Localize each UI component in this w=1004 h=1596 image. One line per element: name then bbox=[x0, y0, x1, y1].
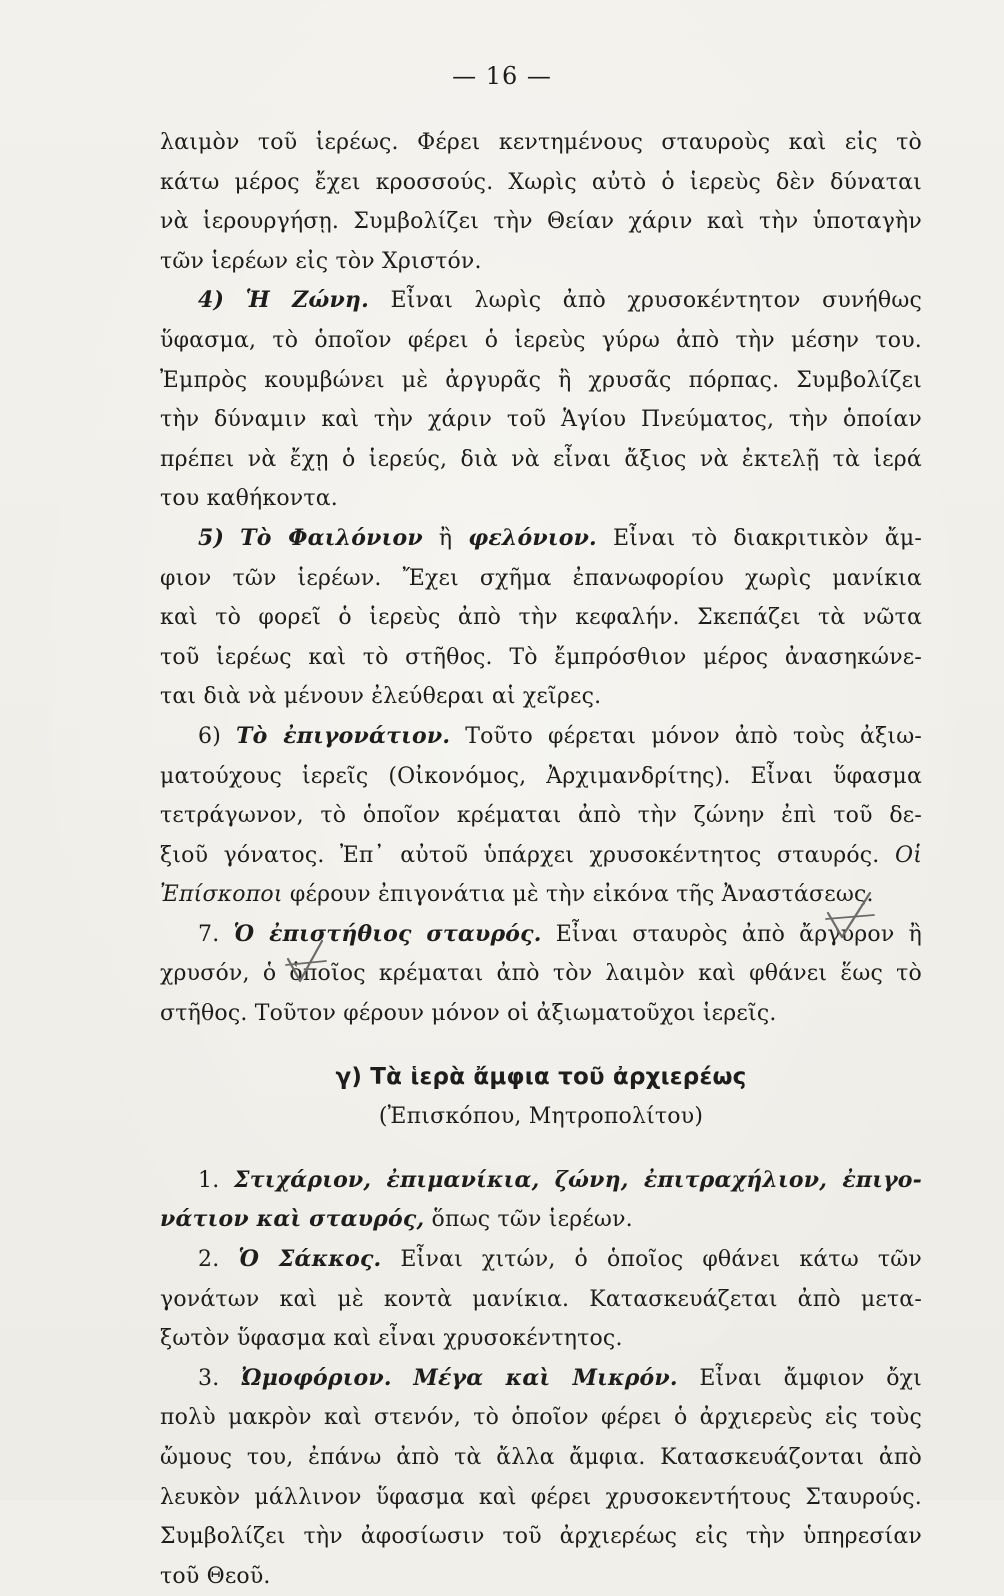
text-line: λαιμὸν τοῦ ἱερέως. Φέρει κεντημένους σταυροὺς καὶ εἰς τὸ bbox=[160, 130, 922, 155]
text-line: ὤμους του, ἐπάνω ἀπὸ τὰ ἄλλα ἄμφια. Κατασκευάζονται ἀπὸ bbox=[160, 1445, 922, 1470]
text-line: τοῦ Θεοῦ. bbox=[160, 1563, 271, 1589]
text-line: τῶν ἱερέων εἰς τὸν Χριστόν. bbox=[160, 248, 482, 274]
item-4-zoni: 4) Ἡ Ζώνη. Εἶναι λωρὶς ἀπὸ χρυσοκέντητον συνήθως bbox=[198, 287, 922, 314]
body-text bbox=[160, 123, 922, 1596]
text-line: φιον τῶν ἱερέων. Ἔχει σχῆμα ἐπανωφορίου χωρὶς μανίκια bbox=[160, 565, 922, 591]
text-line: νάτιον καὶ σταυρός, ὅπως τῶν ἱερέων. bbox=[160, 1206, 633, 1233]
text-line: του καθήκοντα. bbox=[160, 486, 339, 512]
text-line: Συμβολίζει τὴν ἀφοσίωσιν τοῦ ἀρχιερέως εἰς τὴν ὑπηρεσίαν bbox=[160, 1524, 922, 1550]
section-heading: γ) Τὰ ἱερὰ ἄμφια τοῦ ἀρχιερέως bbox=[335, 1063, 747, 1090]
text-line: τοῦ ἱερέως καὶ τὸ στῆθος. Τὸ ἔμπρόσθιον μέρος ἀνασηκώνε- bbox=[160, 644, 922, 670]
text-line: πολὺ μακρὸν καὶ στενόν, τὸ ὁποῖον φέρει ὁ ἀρχιερεὺς εἰς τοὺς bbox=[160, 1405, 922, 1431]
handwritten-checkmark-icon bbox=[282, 935, 330, 999]
item-1-sticharion: 1. Στιχάριον, ἐπιμανίκια, ζώνη, ἐπιτραχήλιον, ἐπιγο- bbox=[198, 1166, 923, 1193]
text-line: ματούχους ἱερεῖς (Οἰκονόμος, Ἀρχιμανδρίτης). Εἶναι ὕφασμα bbox=[160, 763, 922, 789]
text-line: ὕφασμα, τὸ ὁποῖον φέρει ὁ ἱερεὺς γύρω ἀπὸ τὴν μέσην του. bbox=[160, 327, 922, 353]
item-5-failonion: 5) Τὸ Φαιλόνιον ἢ φελόνιον. Εἶναι τὸ διακριτικὸν ἄμ- bbox=[198, 524, 922, 551]
text-line: γονάτων καὶ μὲ κοντὰ μανίκια. Κατασκευάζεται ἀπὸ μετα- bbox=[160, 1286, 922, 1312]
text-line: καὶ τὸ φορεῖ ὁ ἱερεὺς ἀπὸ τὴν κεφαλήν. Σκεπάζει τὰ νῶτα bbox=[160, 605, 922, 631]
text-line: πρέπει νὰ ἔχῃ ὁ ἱερεύς, διὰ νὰ εἶναι ἄξιος νὰ ἐκτελῇ τὰ ἱερά bbox=[160, 446, 922, 472]
text-line: κάτω μέρος ἔχει κροσσούς. Χωρὶς αὐτὸ ὁ ἱερεὺς δὲν δύναται bbox=[160, 169, 922, 195]
handwritten-checkmark-icon bbox=[822, 885, 882, 955]
text-line: ται διὰ νὰ μένουν ἐλεύθεραι αἱ χεῖρες. bbox=[160, 684, 602, 710]
text-line: ξωτὸν ὕφασμα καὶ εἶναι χρυσοκέντητος. bbox=[160, 1326, 623, 1352]
item-2-sakkos: 2. Ὁ Σάκκος. Εἶναι χιτών, ὁ ὁποῖος φθάνει κάτω τῶν bbox=[198, 1246, 923, 1273]
item-3-omoforion: 3. Ὠμοφόριον. Μέγα καὶ Μικρόν. Εἶναι ἄμφιον ὄχι bbox=[198, 1364, 922, 1391]
section-subheading: (Ἐπισκόπου, Μητροπολίτου) bbox=[378, 1104, 704, 1130]
text-line: τετράγωνον, τὸ ὁποῖον κρέμαται ἀπὸ τὴν ζώνην ἐπὶ τοῦ δε- bbox=[160, 803, 922, 829]
text-line: νὰ ἱερουργήσῃ. Συμβολίζει τὴν Θείαν χάριν καὶ τὴν ὑποταγὴν bbox=[160, 209, 922, 235]
item-6-epigonation: 6) Τὸ ἐπιγονάτιον. Τοῦτο φέρεται μόνον ἀπὸ τοὺς ἀξιω- bbox=[198, 722, 922, 749]
text-line: λευκὸν μάλλινον ὕφασμα καὶ φέρει χρυσοκεντήτους Σταυρούς. bbox=[160, 1484, 922, 1510]
text-line: Ἐπίσκοποι φέρουν ἐπιγονάτια μὲ τὴν εἰκόνα τῆς Ἀναστάσεως. bbox=[160, 882, 874, 908]
text-line: στῆθος. Τοῦτον φέρουν μόνον οἱ ἀξιωματοῦχοι ἱερεῖς. bbox=[160, 1001, 777, 1027]
text-line: ξιοῦ γόνατος. Ἐπ᾽ αὐτοῦ ὑπάρχει χρυσοκέντητος σταυρός. Οἱ bbox=[160, 842, 923, 868]
text-line: Ἐμπρὸς κουμβώνει μὲ ἀργυρᾶς ἢ χρυσᾶς πόρπας. Συμβολίζει bbox=[160, 367, 922, 393]
text-line: τὴν δύναμιν καὶ τὴν χάριν τοῦ Ἁγίου Πνεύματος, τὴν ὁποίαν bbox=[160, 407, 922, 433]
page-number: — 16 — bbox=[452, 62, 552, 90]
text-line: χρυσόν, ὁ ὁποῖος κρέμαται ἀπὸ τὸν λαιμὸν καὶ φθάνει ἕως τὸ bbox=[160, 961, 922, 987]
item-7-epistithios: 7. Ὁ ἐπιστήθιος σταυρός. Εἶναι σταυρὸς ἀπὸ ἄργυρον ἢ bbox=[198, 920, 922, 947]
